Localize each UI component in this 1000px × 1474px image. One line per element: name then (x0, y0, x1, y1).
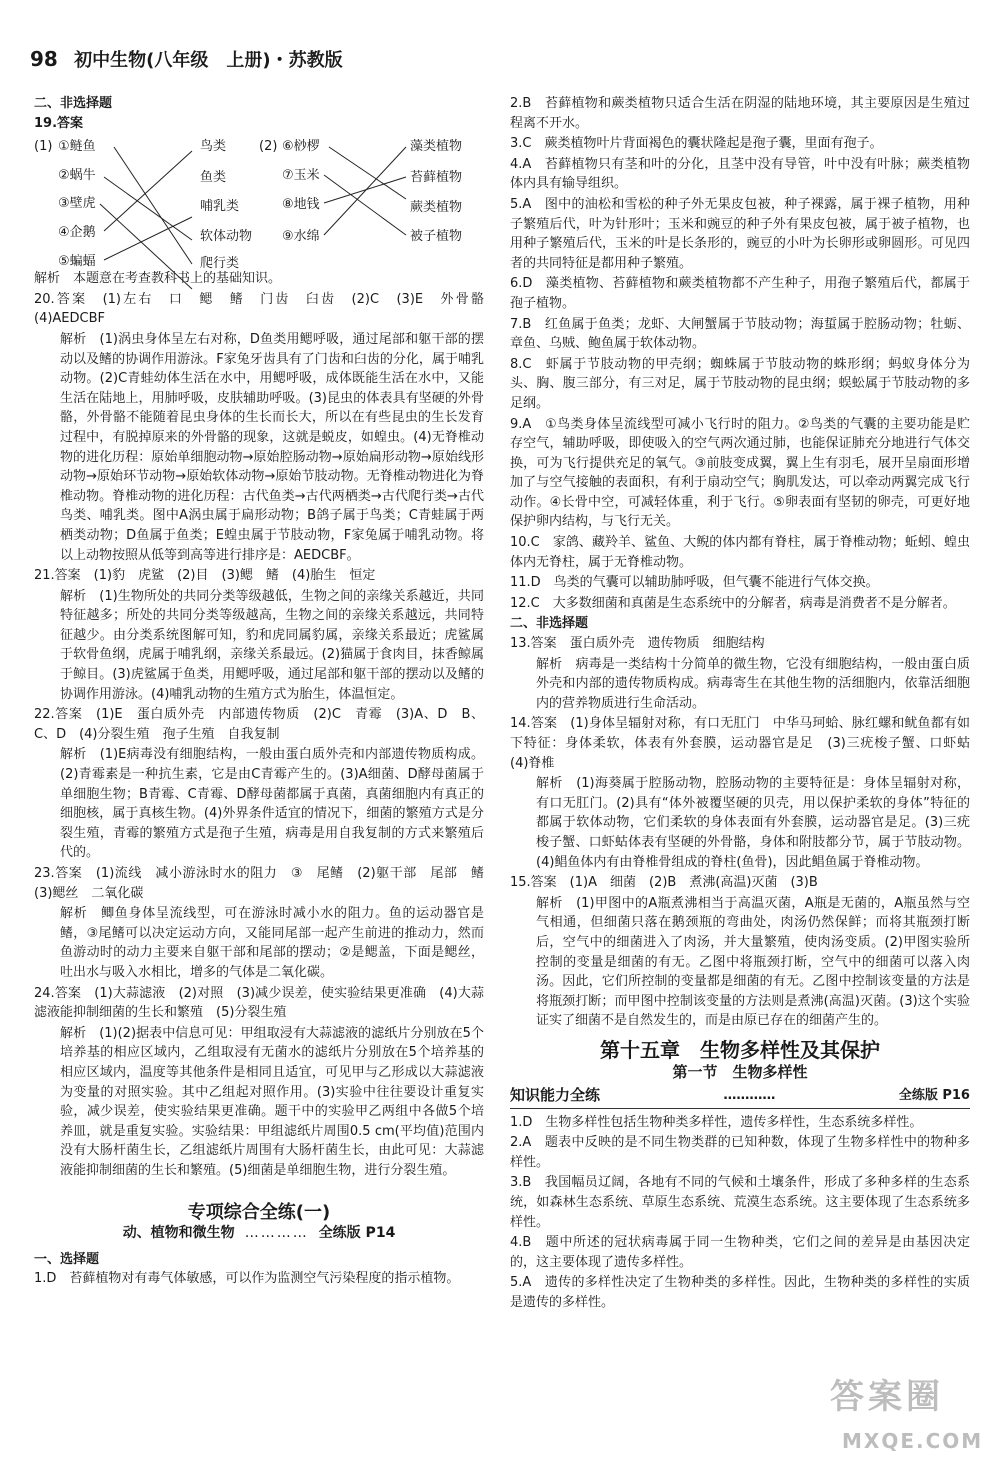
q15-answer: 15.答案 (1)A 细菌 (2)B 煮沸(高温)灭菌 (3)B (510, 875, 818, 891)
class-item: 哺乳类 (200, 199, 240, 215)
animal-item: ①鲢鱼 (58, 139, 96, 155)
class-item: 爬行类 (200, 256, 240, 272)
animal-item: ②蜗牛 (58, 168, 96, 184)
choice-answer: 6.D 藻类植物、苔藓植物和蕨类植物都不产生种子，用孢子繁殖后代，都属于孢子植物。 (510, 276, 970, 311)
q22-answer: 22.答案 (1)E 蛋白质外壳 内部遗传物质 (2)C 青霉 (3)A、D B、C、D (4)分裂生殖 孢子生殖 自我复制 (34, 707, 484, 742)
animal-item: ④企鹅 (58, 225, 96, 241)
choice-answer: 9.A ①鸟类身体呈流线型可减小飞行时的阻力。②鸟类的气囊的主要功能是贮存空气，辅助呼吸，即使吸入的空气两次通过肺，也能保证肺充分地进行气体交换，可为飞行提供充足的氧气。③前肢变成翼，翼上生有羽毛，展开呈扇面形增加了与空气接触的表面积，有利于扇动空气；胸肌发达，可以牵动两翼完成飞行动作。④长骨中空，可减轻体重，利于飞行。⑤卵表面有坚韧的卵壳，可更好地保护卵内结构，与飞行无关。 (510, 416, 970, 530)
animal-item: ③壁虎 (58, 196, 96, 212)
q20-analysis: 解析 (1)涡虫身体呈左右对称，D鱼类用鳃呼吸，通过尾部和躯干部的摆动以及鳍的协调作用游泳。F家兔牙齿具有了门齿和臼齿的分化，属于哺乳动物。(2)C青蛙幼体生活在水中，用鳃呼吸，成体既能生活在水中，又能生活在陆地上，用肺呼吸，皮肤辅助呼吸。(3)昆虫的体表具有坚硬的外骨骼，外骨骼不能随着昆虫身体的生长而长大，所以在有些昆虫的生长发育过程中，有脱掉原来的外骨骼的现象，这就是蜕皮，如蝗虫。(4)无脊椎动物的进化历程：原始单细胞动物→原始腔肠动物→原始扁形动物→原始线形动物→原始环节动物→原始软体动物→原始节肢动物。无脊椎动物进化为脊椎动物。脊椎动物的进化历程：古代鱼类→古代两栖类→古代爬行类→古代鸟类、哺乳类。图中A涡虫属于扁形动物；B鸽子属于鸟类；C青蛙属于两栖类动物；D鱼属于鱼类；E蝗虫属于节肢动物，F家兔属于哺乳动物。将以上动物按照从低等到高等进行排序是：AEDCBF。 (60, 331, 484, 563)
q19-analysis: 解析 本题意在考查教科书上的基础知识。 (34, 271, 282, 287)
group-item: 苔藓植物 (410, 170, 463, 186)
choice-answer: 7.B 红鱼属于鱼类；龙虾、大闸蟹属于节肢动物；海蜇属于腔肠动物；牡蛎、章鱼、乌贼、鲍鱼属于软体动物。 (510, 316, 970, 352)
animal-item: ⑤蝙蝠 (58, 254, 96, 270)
leader-dots: ………… (723, 1088, 776, 1104)
plant-item: ⑥桫椤 (282, 139, 320, 155)
q20-answer: 20.答案 (1)左右 口 鳃 鳍 门齿 臼齿 (2)C (3)E 外骨骼 (4)AEDCBF (34, 291, 498, 327)
q21-analysis: 解析 (1)生物所处的共同分类等级越低，生物之间的亲缘关系越近，共同特征越多；所处的共同分类等级越高，生物之间的亲缘关系越远，共同特征越少。由分类系统图解可知，豹和虎同属豹属，亲缘关系最近；虎鲨属于软骨鱼纲，虎属于哺乳纲，亲缘关系最远。(2)猫属于食肉目，抹香鲸属于鲸目。(3)虎鲨属于鱼类，用鳃呼吸，通过尾部和躯干部的摆动以及鳍的协调作用游泳。(4)哺乳动物的生殖方式为胎生，体温恒定。 (60, 588, 484, 702)
choice-answer: 2.A 题表中反映的是不同生物类群的已知种数，体现了生物多样性中的物种多样性。 (510, 1135, 970, 1170)
group-item: 蕨类植物 (410, 200, 463, 216)
q24-analysis: 解析 (1)(2)据表中信息可见：甲组取浸有大蒜滤液的滤纸片分别放在5个培养基的相应区域内，乙组取浸有无菌水的滤纸片分别放在5个培养基的相应区域内，温度等其他条件是相同且适宜，可见甲与乙形成以大蒜滤液为变量的对照实验。其中乙组起对照作用。(3)实验中往往要设计重复实验，减少误差，使实验结果更准确。题干中的实验甲乙两组中各做5个培养皿，就是重复实验。实验结果：甲组滤纸片周围0.5 cm(平均值)范围内没有大肠杆菌生长，乙组滤纸片周围有大肠杆菌生长，由此可见：大蒜滤液能抑制细菌的生长和繁殖。(5)细菌是单细胞生物，进行分裂生殖。 (60, 1025, 484, 1178)
group1-prefix: (1) (34, 139, 53, 155)
group2-prefix: (2) (259, 139, 278, 155)
site-watermark (822, 1377, 984, 1458)
section-heading: 一、选择题 (34, 1251, 100, 1267)
choice-answer: 4.A 苔藓植物只有茎和叶的分化，且茎中没有导管，叶中没有叶脉；蕨类植物体内具有输导组织。 (510, 156, 970, 192)
plant-item: ⑧地钱 (282, 197, 320, 213)
plant-item: ⑦玉米 (282, 168, 320, 184)
practice-bar (510, 1086, 970, 1109)
choice-answer: 10.C 家鸽、藏羚羊、鲨鱼、大鲵的体内都有脊柱，属于脊椎动物；蚯蚓、蝗虫体内无脊柱，属于无脊椎动物。 (510, 535, 970, 570)
choice-answer: 11.D 鸟类的气囊可以辅助肺呼吸，但气囊不能进行气体交换。 (510, 575, 879, 591)
choice-answer: 8.C 虾属于节肢动物的甲壳纲；蜘蛛属于节肢动物的蛛形纲；蚂蚁身体分为头、胸、腹三部分，有三对足，属于节肢动物的昆虫纲；蜈蚣属于节肢动物的多足纲。 (510, 356, 970, 411)
q22-analysis: 解析 (1)E病毒没有细胞结构，一般由蛋白质外壳和内部遗传物质构成。(2)青霉素是一种抗生素，它是由C青霉产生的。(3)A细菌、D酵母菌属于单细胞生物；B青霉、C青霉、D酵母菌都属于真菌，真菌细胞内有真正的细胞核，属于真核生物。(4)外界条件适宜的情况下，细菌的繁殖方式是分裂生殖，青霉的繁殖方式是孢子生殖，病毒是用自我复制的方式来繁殖后代的。 (60, 747, 484, 861)
chapter-title: 第十五章 生物多样性及其保护 (600, 1037, 880, 1062)
choice-answer: 3.C 蕨类植物叶片背面褐色的囊状隆起是孢子囊，里面有孢子。 (510, 136, 883, 152)
choice-answer: 5.A 图中的油松和雪松的种子外无果皮包被，种子裸露，属于裸子植物，用种子繁殖后代，叶为针形叶；玉米和豌豆的种子外有果皮包被，属于被子植物，也用种子繁殖后代，玉米的叶是长条形的，豌豆的小叶为长卵形或卵圆形。可见四者的共同特征是都用种子繁殖。 (510, 196, 970, 271)
choice-answer: 3.B 我国幅员辽阔，各地有不同的气候和土壤条件，形成了多种多样的生态系统，如森林生态系统、草原生态系统、荒漠生态系统。这主要体现了生态系统多样性。 (510, 1175, 970, 1230)
book-title: 初中生物(八年级 上册)・苏教版 (74, 50, 343, 71)
group-item: 被子植物 (410, 229, 463, 245)
group-item: 藻类植物 (410, 139, 463, 155)
practice-page-ref: 全练版 P16 (898, 1088, 970, 1104)
right-column (510, 94, 984, 1314)
matching-lines (34, 135, 484, 313)
choice-answer: 2.B 苔藓植物和蕨类植物只适合生活在阴湿的陆地环境，其主要原因是生殖过程离不开水。 (510, 96, 970, 131)
special-practice-subtitle (34, 1224, 484, 1244)
s1-answer: 1.D 苔藓植物对有毒气体敏感，可以作为监测空气污染程度的指示植物。 (34, 1271, 460, 1287)
q21-answer: 21.答案 (1)豹 虎鲨 (2)目 (3)鳃 鳍 (4)胎生 恒定 (34, 568, 376, 584)
q13-answer: 13.答案 蛋白质外壳 遗传物质 细胞结构 (510, 636, 765, 652)
q19-answer-label: 19.答案 (34, 115, 84, 131)
special-topic: 动、植物和微生物 (122, 1225, 235, 1242)
q14-answer: 14.答案 (1)身体呈辐射对称，有口无肛门 中华马珂蛤、脉红螺和鱿鱼都有如下特征：身体柔软，体表有外套膜，运动器官是足 (3)三疣梭子蟹、口虾蛄 (4)脊椎 (510, 716, 984, 771)
page-number: 98 (30, 47, 58, 71)
q23-analysis: 解析 鲫鱼身体呈流线型，可在游泳时减小水的阻力。鱼的运动器官是鳍，③尾鳍可以决定运动方向，又能同尾部一起产生前进的推动力，然而鱼游动时的动力主要来自躯干部和尾部的摆动；②是鳃盖，下面是鳃丝，吐出水与吸入水相比，增多的气体是二氧化碳。 (60, 906, 484, 980)
q24-answer: 24.答案 (1)大蒜滤液 (2)对照 (3)减少误差，使实验结果更准确 (4)大蒜滤液能抑制细菌的生长和繁殖 (5)分裂生殖 (34, 985, 484, 1021)
leader-dots: ………… (244, 1225, 309, 1242)
section-heading: 二、非选择题 (510, 616, 589, 632)
q23-answer: 23.答案 (1)流线 减小游泳时水的阻力 ③ 尾鳍 (2)躯干部 尾部 鳍 (3)鳃丝 二氧化碳 (34, 866, 498, 901)
choice-answer: 12.C 大多数细菌和真菌是生态系统中的分解者，病毒是消费者不是分解者。 (510, 595, 956, 611)
section-title: 第一节 生物多样性 (672, 1062, 808, 1081)
special-practice-title: 专项综合全练(一) (187, 1201, 331, 1223)
q15-analysis: 解析 (1)甲图中的A瓶煮沸相当于高温灭菌，A瓶是无菌的，A瓶虽然与空气相通，但细菌只落在鹅颈瓶的弯曲处，肉汤仍然保鲜；而将其瓶颈打断后，空气中的细菌进入了肉汤，并大量繁殖，使肉汤变质。(2)甲图实验所控制的变量是细菌的有无。乙图中将瓶颈打断，空气中的细菌可以落入肉汤。因此，它们所控制的变量都是细菌的有无。乙图中控制该变量的方法是将瓶颈打断；而甲图中控制该变量的方法则是煮沸(高温)灭菌。(3)这个实验证实了细菌不是自然发生的，而是由原已存在的细菌产生的。 (536, 895, 970, 1029)
page-header (30, 47, 343, 71)
plant-item: ⑨水绵 (282, 229, 320, 245)
choice-answer: 1.D 生物多样性包括生物种类多样性，遗传多样性，生态系统多样性。 (510, 1114, 923, 1130)
class-item: 软体动物 (200, 229, 253, 245)
practice-label: 知识能力全练 (510, 1086, 601, 1105)
q13-analysis: 解析 病毒是一类结构十分简单的微生物，它没有细胞结构，一般由蛋白质外壳和内部的遗传物质构成。病毒寄生在其他生物的活细胞内，依靠活细胞内的营养物质进行生命活动。 (536, 656, 970, 711)
class-item: 鱼类 (200, 170, 227, 186)
choice-answer: 5.A 遗传的多样性决定了生物种类的多样性。因此，生物种类的多样性的实质是遗传的多样性。 (510, 1275, 970, 1311)
matching-diagram (34, 135, 484, 313)
class-item: 鸟类 (200, 139, 227, 155)
q14-analysis: 解析 (1)海葵属于腔肠动物，腔肠动物的主要特征是：身体呈辐射对称，有口无肛门。(2)具有“体外被覆坚硬的贝壳，用以保护柔软的身体”特征的都属于软体动物，它们柔软的身体表面有外套膜，运动器官是足。(3)三疣梭子蟹、口虾蛄体表有坚硬的外骨骼，身体和附肢都分节，属于节肢动物。(4)鲳鱼体内有由脊椎骨组成的脊柱(鱼骨)，因此鲳鱼属于脊椎动物。 (536, 776, 970, 870)
watermark-url: MXQE.COM (842, 1429, 984, 1453)
watermark-logo-text: 答案圈 (830, 1377, 944, 1417)
special-page-ref: 全练版 P14 (318, 1225, 396, 1242)
section-heading: 二、非选择题 (34, 96, 113, 111)
left-column (34, 94, 498, 1290)
choice-answer: 4.B 题中所述的冠状病毒属于同一生物种类，它们之间的差异是由基因决定的，这主要体现了遗传多样性。 (510, 1235, 970, 1270)
